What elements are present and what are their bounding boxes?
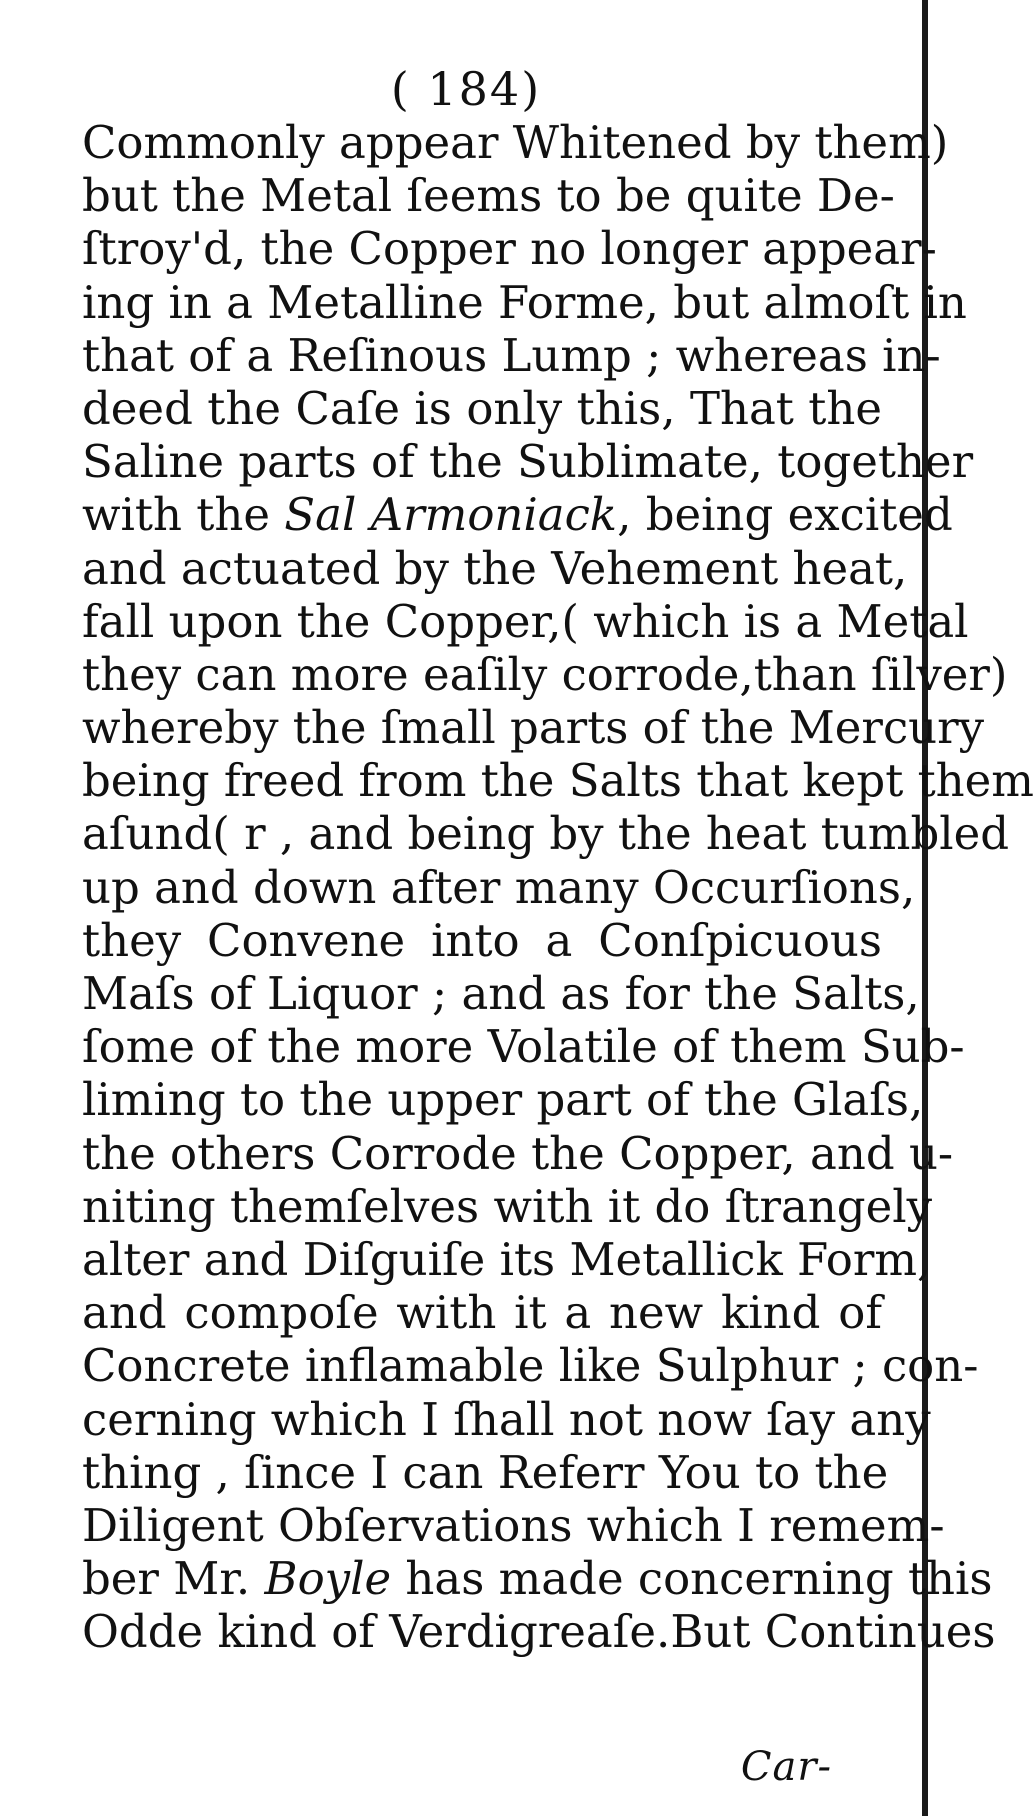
- text-segment: Concrete inflamable like Sulphur ; con-: [82, 1339, 979, 1393]
- text-line: [82, 275, 967, 329]
- text-segment: Diligent Obſervations which I remem-: [82, 1498, 945, 1552]
- text-line: [82, 541, 908, 595]
- text-line: [82, 594, 969, 648]
- text-segment: Commonly appear Whitened by them): [82, 116, 949, 169]
- text-segment: with the: [82, 488, 285, 542]
- text-segment: liming to the upper part of the Glaſs,: [82, 1073, 924, 1127]
- text-segment: has made concerning this: [391, 1552, 993, 1606]
- text-segment: niting themſelves with it do ſtrangely: [82, 1179, 933, 1233]
- text-segment: ber Mr.: [82, 1552, 265, 1606]
- text-line: [82, 701, 985, 755]
- text-line: [82, 1286, 882, 1339]
- text-line: [82, 1445, 889, 1499]
- text-segment: , being excited: [617, 488, 953, 542]
- text-segment: the others Corrode the Copper, and u-: [82, 1126, 954, 1180]
- text-line: [82, 1498, 945, 1552]
- text-segment: being freed from the Salts that kept them: [82, 754, 1034, 808]
- text-line: [82, 1073, 924, 1127]
- text-segment: whereby the ſmall parts of the Mercury: [82, 701, 985, 755]
- text-line: [82, 1020, 965, 1074]
- text-line: [82, 1179, 933, 1233]
- text-line: [82, 967, 920, 1020]
- text-segment: aſund( r , and being by the heat tumbled: [82, 807, 1010, 861]
- text-line: [82, 754, 1034, 808]
- text-line: [82, 1339, 979, 1393]
- text-segment: thing , ſince I can Referr You to the: [82, 1445, 889, 1499]
- text-line: [82, 1126, 954, 1180]
- text-segment: they Convene into a Conſpicuous: [82, 913, 882, 967]
- text-segment: fall upon the Copper,( which is a Metal: [82, 594, 969, 648]
- text-segment: but the Metal ſeems to be quite De-: [82, 169, 895, 223]
- text-line: [82, 860, 916, 914]
- text-segment: ſtroy'd, the Copper no longer appear-: [82, 222, 937, 276]
- text-segment: ſome of the more Volatile of them Sub-: [82, 1020, 965, 1074]
- text-line: [82, 116, 949, 169]
- text-segment: Odde kind of Verdigreaſe.But Continues: [82, 1605, 996, 1659]
- text-line: [82, 488, 953, 542]
- text-segment: up and down after many Occurſions,: [82, 860, 916, 914]
- text-line: [82, 1392, 931, 1446]
- text-line: [82, 914, 882, 967]
- text-line: [82, 1232, 932, 1286]
- text-segment: that of a Reſinous Lump ; whereas in-: [82, 328, 941, 382]
- text-line: [82, 807, 1010, 861]
- text-line: [82, 1605, 996, 1659]
- text-line: [82, 435, 974, 489]
- catchword: Car-: [740, 1744, 832, 1790]
- italic-phrase: Boyle: [264, 1552, 392, 1606]
- text-segment: deed the Caſe is only this, That the: [82, 381, 882, 435]
- text-segment: alter and Diſguiſe its Metallick Form,: [82, 1232, 932, 1286]
- text-line: [82, 647, 1008, 701]
- text-line: [82, 169, 895, 223]
- italic-phrase: Sal Armoniack: [284, 488, 618, 542]
- text-segment: ing in a Metalline Forme, but almoſt in: [82, 275, 967, 329]
- text-line: [82, 382, 882, 435]
- text-segment: they can more eaſily corrode,than ſilver): [82, 647, 1008, 701]
- text-segment: Saline parts of the Sublimate, together: [82, 435, 974, 489]
- body-text: [82, 116, 1034, 1659]
- text-segment: and compoſe with it a new kind of: [82, 1286, 882, 1340]
- text-line: [82, 222, 937, 276]
- page-number: ( 184): [390, 62, 542, 116]
- text-line: [82, 328, 941, 382]
- text-line: [82, 1552, 993, 1606]
- text-segment: cerning which I ſhall not now ſay any: [82, 1392, 931, 1446]
- text-segment: Maſs of Liquor ; and as for the Salts,: [82, 967, 920, 1020]
- text-segment: and actuated by the Vehement heat,: [82, 541, 908, 595]
